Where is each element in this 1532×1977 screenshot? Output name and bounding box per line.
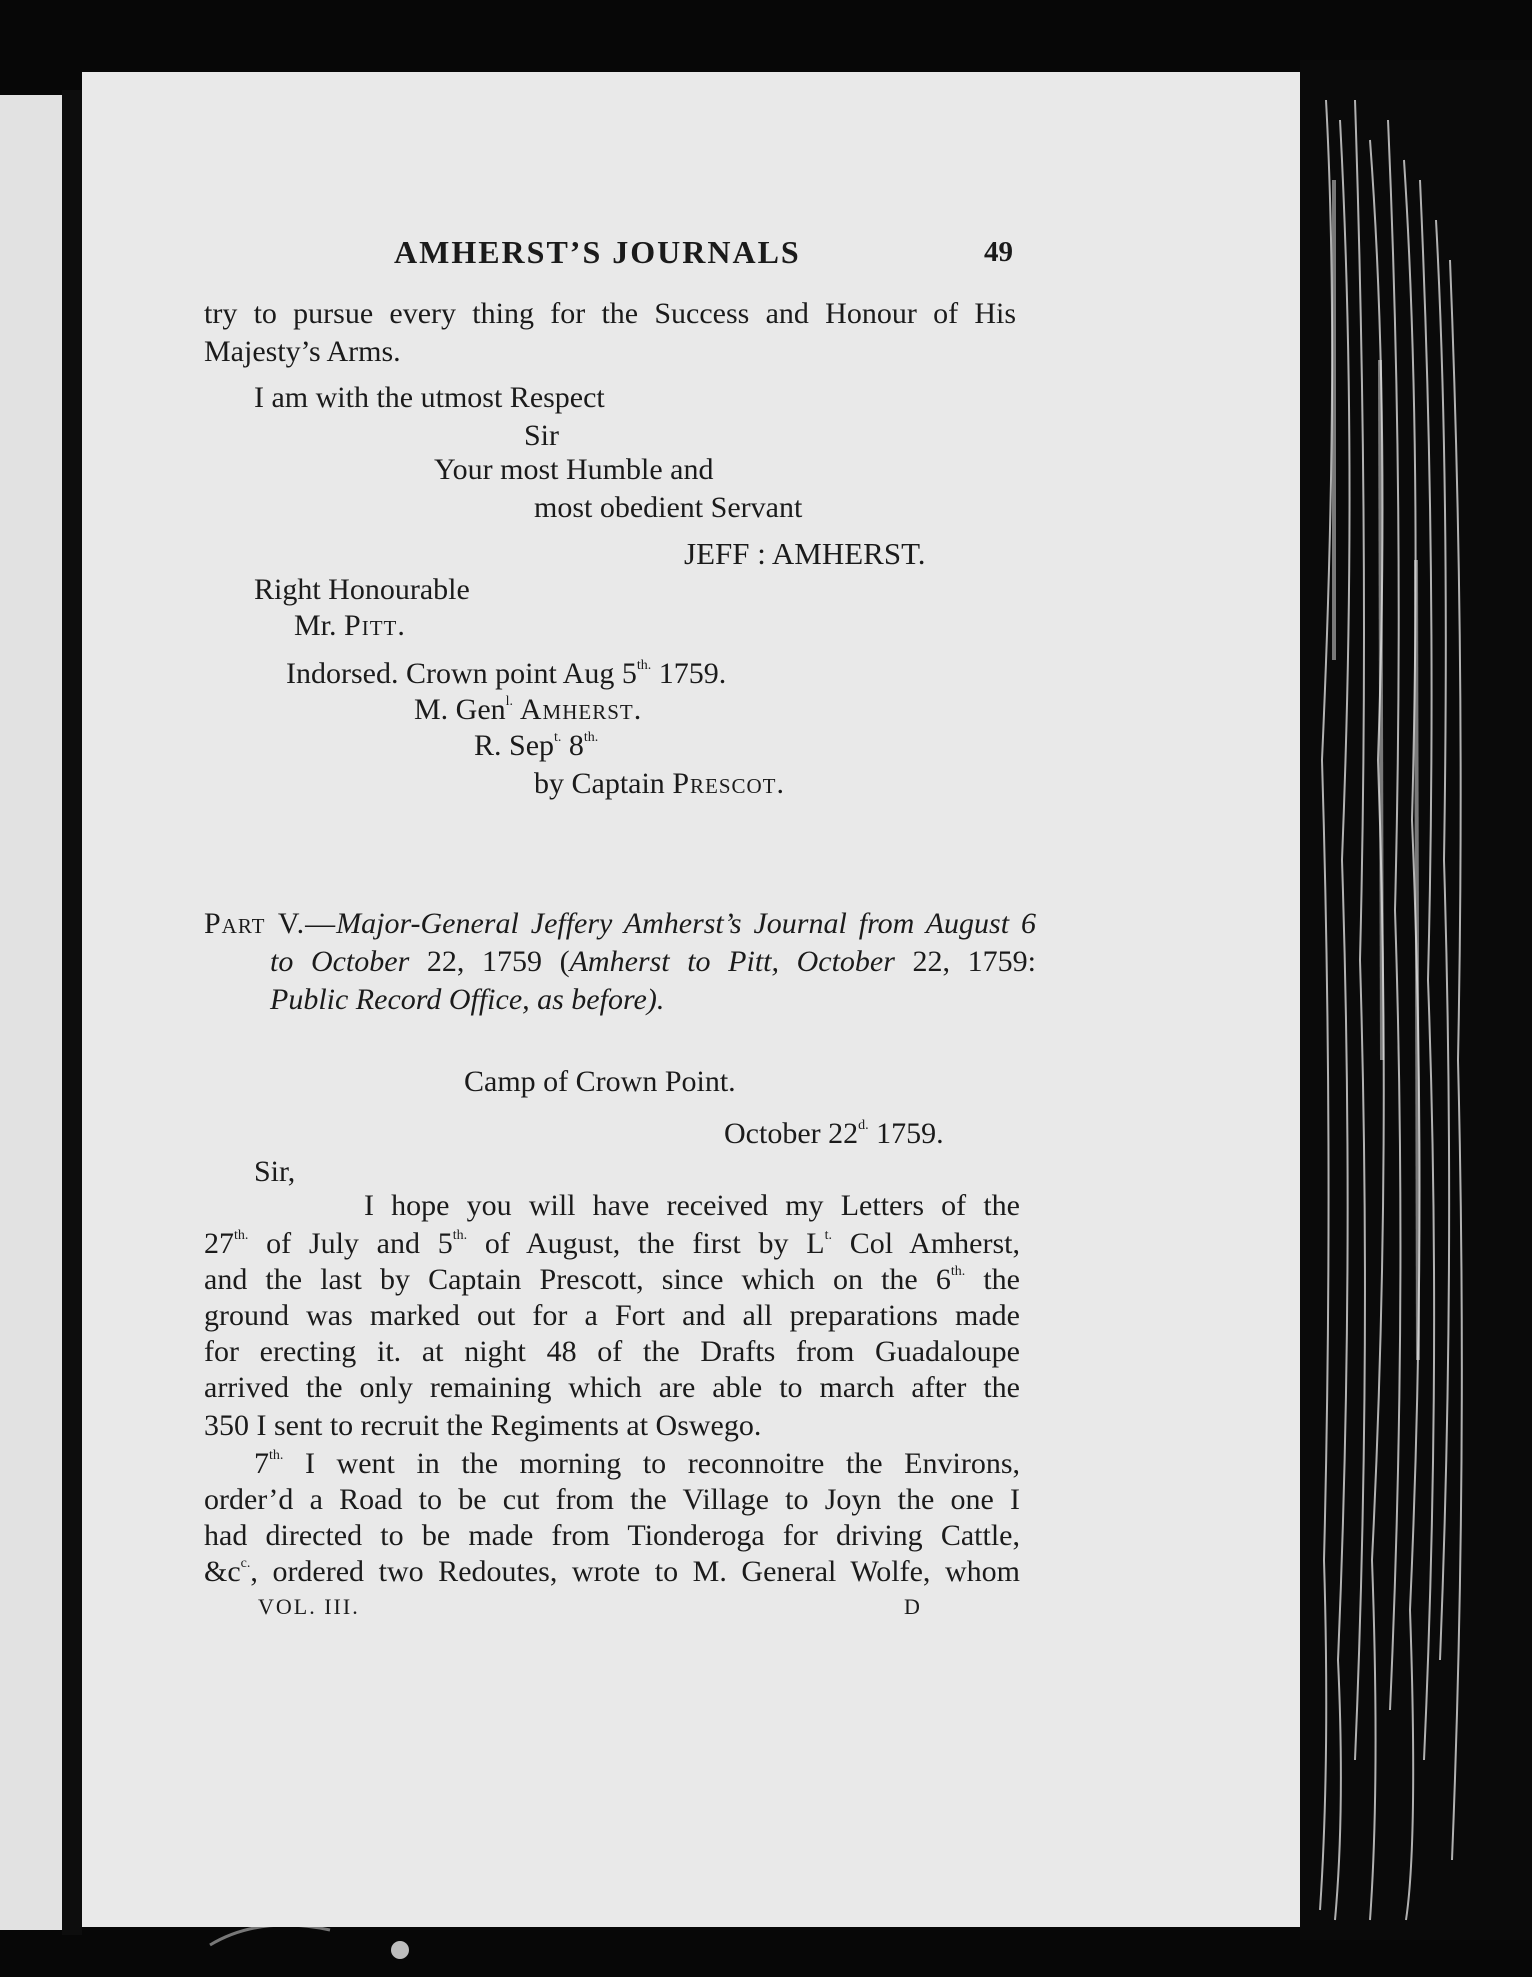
signature: JEFF : AMHERST. <box>684 536 926 571</box>
endorsement-line-4: by Captain Prescot. <box>534 767 786 800</box>
page-edges-texture <box>1300 60 1532 1940</box>
page-number: 49 <box>984 236 1013 268</box>
part-heading-line-2: to October 22, 1759 (Amherst to Pitt, October 22, 1759: <box>270 945 1036 978</box>
book-gutter <box>62 90 82 1935</box>
closing-line-2: Majesty’s Arms. <box>204 335 401 368</box>
body-line-2: $27^{th.}$ of July and $5^{th.}$ of August, the first by $L^{t.}$ Col Amherst, <box>204 1227 1020 1260</box>
closing-respect: I am with the utmost Respect <box>254 381 605 414</box>
closing-humble: Your most Humble and <box>434 453 714 486</box>
facing-page-edge <box>0 95 62 1930</box>
part-heading-line-1: Part V.—Major-General Jeffery Amherst’s Journal from August 6 <box>204 907 1036 940</box>
body-line-9: order’d a Road to be cut from the Village to Joyn the one I <box>204 1483 1020 1516</box>
endorsement-line-2: M. Gen$^{l.}$ Amherst. <box>414 693 643 726</box>
body-line-10: had directed to be made from Tionderoga for driving Cattle, <box>204 1519 1020 1552</box>
signature-mark: D <box>904 1594 922 1619</box>
letter-date: October $22^{d.}$ 1759. <box>724 1117 944 1150</box>
endorsement-line-1: Indorsed. Crown point Aug $5^{th.}$ 1759. <box>286 657 727 690</box>
endorsement-line-3: R. Sep$^{t.}$ $8^{th.}$ <box>474 729 599 762</box>
running-head: AMHERST’S JOURNALS <box>394 234 801 270</box>
body-line-1: I hope you will have received my Letters of the <box>364 1189 1020 1222</box>
part-heading-line-3: Public Record Office, as before). <box>270 983 665 1016</box>
body-line-6: arrived the only remaining which are able to march after the <box>204 1371 1020 1404</box>
salutation: Sir, <box>254 1155 296 1188</box>
closing-sir: Sir <box>524 419 560 452</box>
closing-line-1: try to pursue every thing for the Success and Honour of His <box>204 297 1016 330</box>
body-line-3: and the last by Captain Prescott, since which on the $6^{th.}$ the <box>204 1263 1020 1296</box>
closing-servant: most obedient Servant <box>534 491 803 524</box>
body-line-5: for erecting it. at night 48 of the Drafts from Guadaloupe <box>204 1335 1020 1368</box>
body-line-7: 350 I sent to recruit the Regiments at Oswego. <box>204 1409 762 1442</box>
addressee-line-2: Mr. Pitt. <box>294 609 406 642</box>
body-line-4: ground was marked out for a Fort and all preparations made <box>204 1299 1020 1332</box>
letter-place: Camp of Crown Point. <box>464 1065 736 1098</box>
volume-mark: VOL. III. <box>258 1594 360 1619</box>
body-line-8: $7^{th.}$ I went in the morning to reconnoitre the Environs, <box>254 1447 1020 1480</box>
body-line-11: $\&c^{c.}$, ordered two Redoutes, wrote to M. General Wolfe, whom <box>204 1555 1020 1588</box>
addressee-line-1: Right Honourable <box>254 573 470 606</box>
